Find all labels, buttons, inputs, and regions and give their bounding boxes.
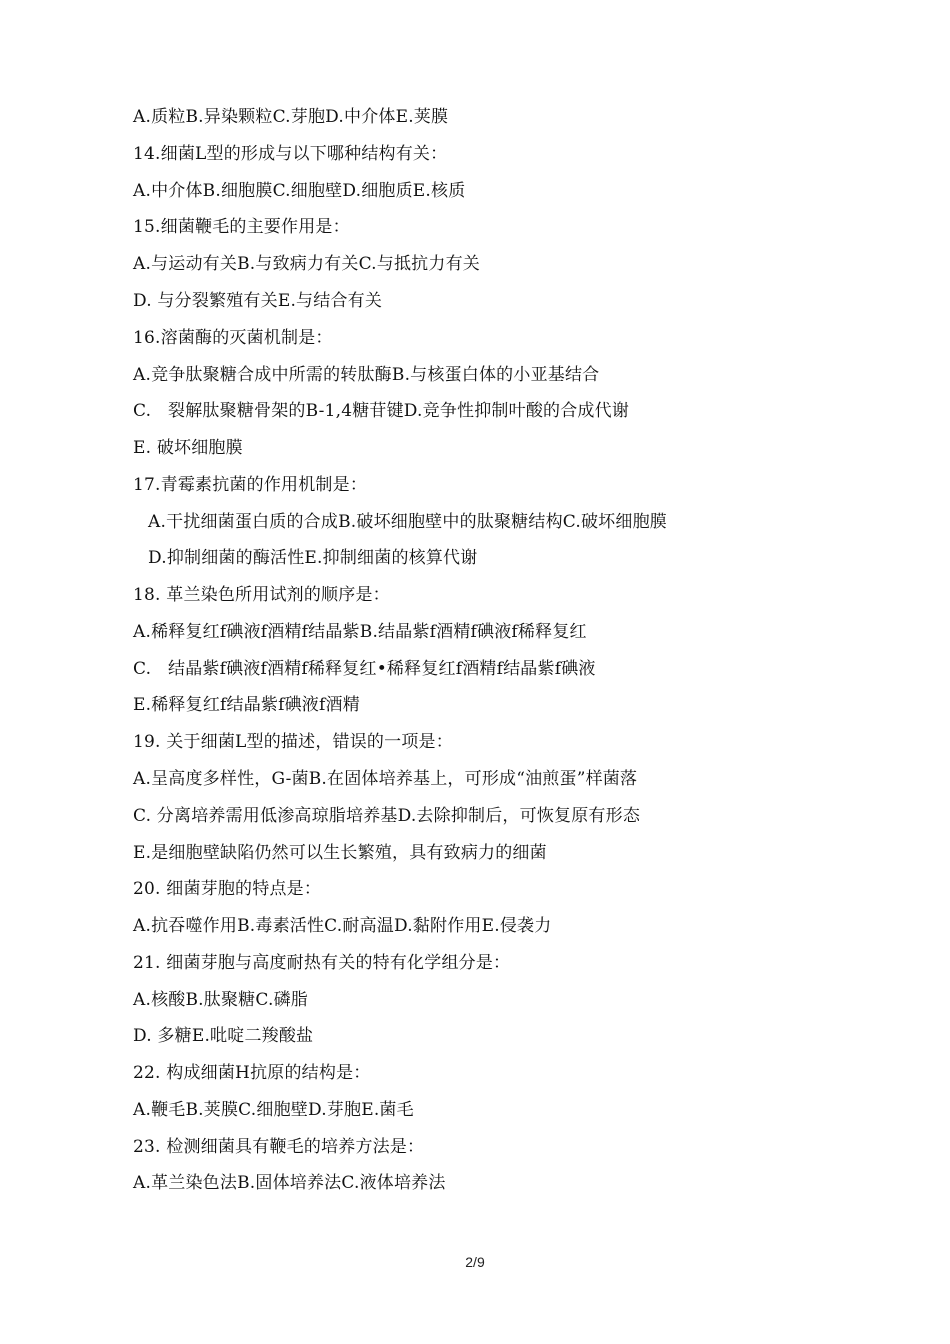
text-line: A.鞭毛B.荚膜C.细胞壁D.芽胞E.菌毛: [133, 1100, 414, 1120]
text-line: C. 裂解肽聚糖骨架的B-1,4糖苷键D.竞争性抑制叶酸的合成代谢: [133, 401, 630, 421]
text-line: A.干扰细菌蛋白质的合成B.破坏细胞壁中的肽聚糖结构C.破坏细胞膜: [148, 512, 667, 532]
text-line: 23. 检测细菌具有鞭毛的培养方法是：: [133, 1137, 425, 1157]
text-line: C. 分离培养需用低渗高琼脂培养基D.去除抑制后，可恢复原有形态: [133, 806, 641, 826]
text-line: A.抗吞噬作用B.毒素活性C.耐高温D.黏附作用E.侵袭力: [133, 916, 552, 936]
text-line: 17.青霉素抗菌的作用机制是：: [133, 475, 368, 495]
text-line: 21. 细菌芽胞与高度耐热有关的特有化学组分是：: [133, 953, 511, 973]
text-line: A.稀释复红f碘液f酒精f结晶紫B.结晶紫f酒精f碘液f稀释复红: [133, 622, 587, 642]
text-line: D. 多糖E.吡啶二羧酸盐: [133, 1026, 314, 1046]
text-line: 18. 革兰染色所用试剂的顺序是：: [133, 585, 390, 605]
text-line: 16.溶菌酶的灭菌机制是：: [133, 328, 333, 348]
text-line: 20. 细菌芽胞的特点是：: [133, 879, 322, 899]
text-line: A.中介体B.细胞膜C.细胞壁D.细胞质E.核质: [133, 181, 466, 201]
page-number: 2/9: [465, 1254, 485, 1270]
text-line: 22. 构成细菌H抗原的结构是：: [133, 1063, 371, 1083]
text-line: A.革兰染色法B.固体培养法C.液体培养法: [133, 1173, 446, 1193]
text-line: E. 破坏细胞膜: [133, 438, 243, 458]
text-line: 14.细菌L型的形成与以下哪种结构有关：: [133, 144, 448, 164]
text-line: 15.细菌鞭毛的主要作用是：: [133, 217, 350, 237]
text-line: A.与运动有关B.与致病力有关C.与抵抗力有关: [133, 254, 480, 274]
text-line: D. 与分裂繁殖有关E.与结合有关: [133, 291, 383, 311]
text-line: A.核酸B.肽聚糖C.磷脂: [133, 990, 308, 1010]
text-line: 19. 关于细菌L型的描述，错误的一项是：: [133, 732, 453, 752]
text-line: D.抑制细菌的酶活性E.抑制细菌的核算代谢: [148, 548, 478, 568]
text-line: E.是细胞壁缺陷仍然可以生长繁殖，具有致病力的细菌: [133, 843, 547, 863]
text-line: A.竞争肽聚糖合成中所需的转肽酶B.与核蛋白体的小亚基结合: [133, 365, 600, 385]
text-line: A.质粒B.异染颗粒C.芽胞D.中介体E.荚膜: [133, 107, 449, 127]
text-line: E.稀释复红f结晶紫f碘液f酒精: [133, 695, 360, 715]
text-line: A.呈高度多样性，G-菌B.在固体培养基上，可形成“油煎蛋”样菌落: [133, 769, 638, 789]
text-line: C. 结晶紫f碘液f酒精f稀释复红•稀释复红f酒精f结晶紫f碘液: [133, 659, 596, 679]
